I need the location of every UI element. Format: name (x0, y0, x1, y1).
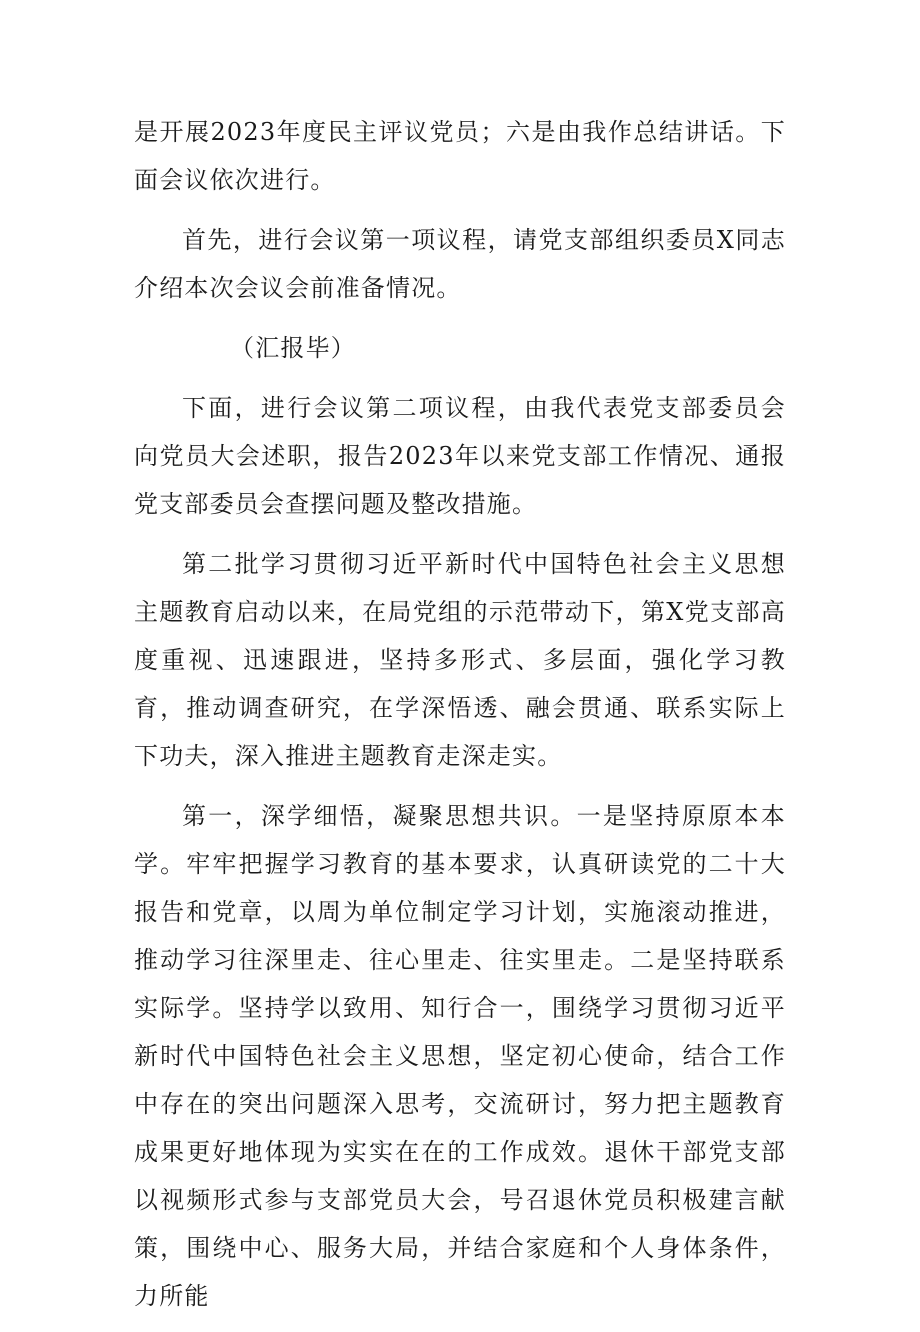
paragraph-second-agenda: 下面，进行会议第二项议程，由我代表党支部委员会向党员大会述职，报告2023年以来党支部工作情况、通报党支部委员会查摆问题及整改措施。 (134, 394, 786, 518)
paragraph-continued: 是开展2023年度民主评议党员；六是由我作总结讲话。下面会议依次进行。 (134, 118, 786, 194)
paragraph-report-note: （汇报毕） (230, 334, 356, 362)
document-body (134, 108, 786, 1332)
paragraph-theme-education: 第二批学习贯彻习近平新时代中国特色社会主义思想主题教育启动以来，在局党组的示范带动下，第X党支部高度重视、迅速跟进，坚持多形式、多层面，强化学习教育，推动调查研究，在学深悟透、融会贯通、联系实际上下功夫，深入推进主题教育走深走实。 (134, 550, 786, 770)
paragraph-first-agenda: 首先，进行会议第一项议程，请党支部组织委员X同志介绍本次会议会前准备情况。 (134, 226, 786, 302)
paragraph-first-point: 第一，深学细悟，凝聚思想共识。一是坚持原原本本学。牢牢把握学习教育的基本要求，认真研读党的二十大报告和党章，以周为单位制定学习计划，实施滚动推进，推动学习往深里走、往心里走、往实里走。二是坚持联系实际学。坚持学以致用、知行合一，围绕学习贯彻习近平新时代中国特色社会主义思想，坚定初心使命，结合工作中存在的突出问题深入思考，交流研讨，努力把主题教育成果更好地体现为实实在在的工作成效。退休干部党支部以视频形式参与支部党员大会，号召退休党员积极建言献策，围绕中心、服务大局，并结合家庭和个人身体条件，力所能 (134, 802, 786, 1310)
